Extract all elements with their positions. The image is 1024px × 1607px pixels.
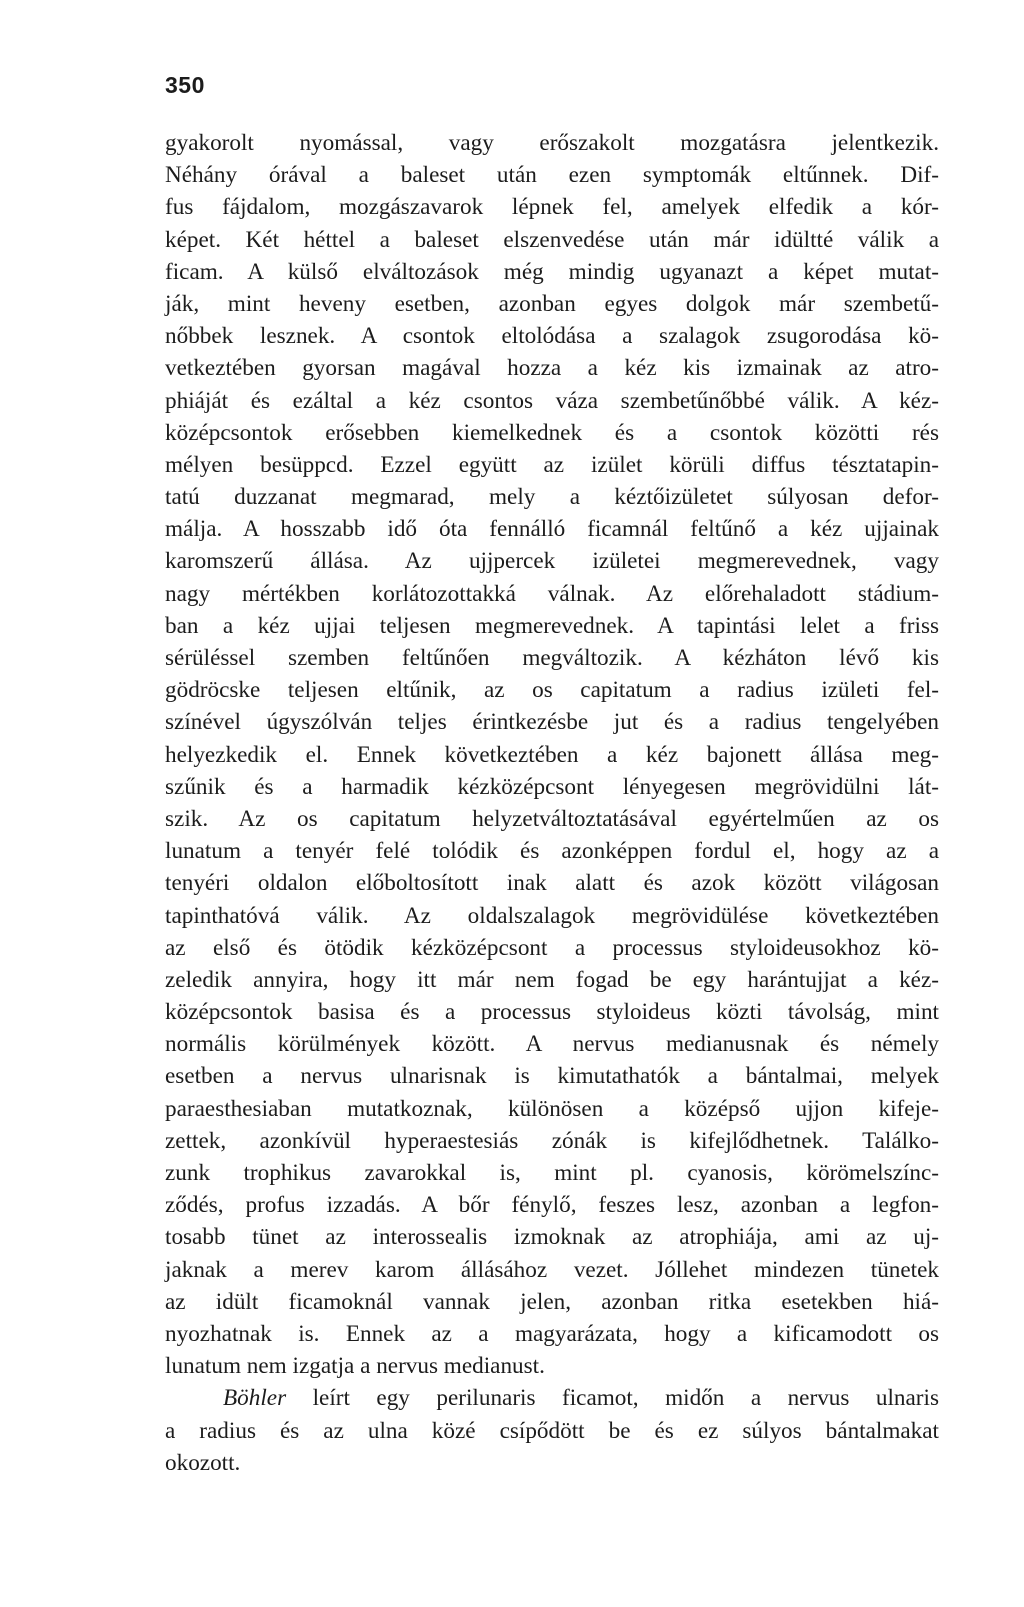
paragraph-1 bbox=[165, 127, 939, 1382]
text-line: tenyéri oldalon előboltosított inak alatt és azok között világosan bbox=[165, 870, 939, 897]
text-line: gyakorolt nyomással, vagy erőszakolt mozgatásra jelentkezik. bbox=[165, 130, 939, 156]
text-line: zettek, azonkívül hyperaestesiás zónák is kifejlődhetnek. Találko- bbox=[165, 1127, 939, 1154]
text-line: zeledik annyira, hogy itt már nem fogad be egy harántujjat a kéz- bbox=[165, 966, 939, 993]
text-line: tatú duzzanat megmarad, mely a kéztőizületet súlyosan defor- bbox=[165, 484, 939, 511]
text-line: helyezkedik el. Ennek következtében a kéz bajonett állása meg- bbox=[165, 741, 939, 768]
text-line: jaknak a merev karom állásához vezet. Jóllehet mindezen tünetek bbox=[165, 1256, 939, 1283]
text-line: ják, mint heveny esetben, azonban egyes dolgok már szembetű- bbox=[165, 290, 939, 317]
text-line: okozott. bbox=[165, 1449, 241, 1476]
text-line: nyozhatnak is. Ennek az a magyarázata, hogy a kificamodott os bbox=[165, 1320, 939, 1347]
text-line: nőbbek lesznek. A csontok eltolódása a szalagok zsugorodása kö- bbox=[165, 323, 939, 350]
text-line: az idült ficamoknál vannak jelen, azonban ritka esetekben hiá- bbox=[165, 1288, 939, 1315]
text-line: fus fájdalom, mozgászavarok lépnek fel, amelyek elfedik a kór- bbox=[165, 194, 939, 221]
text-line: zunk trophikus zavarokkal is, mint pl. cyanosis, körömelszínc- bbox=[165, 1160, 939, 1186]
text-line: Néhány órával a baleset után ezen symptomák eltűnnek. Dif- bbox=[165, 162, 939, 189]
text-line: tosabb tünet az interossealis izmoknak az atrophiája, ami az uj- bbox=[165, 1224, 939, 1251]
text-line: lunatum a tenyér felé tolódik és azonképpen fordul el, hogy az a bbox=[165, 838, 939, 865]
text-line: képet. Két héttel a baleset elszenvedése után már idültté válik a bbox=[165, 226, 939, 253]
text-line: szűnik és a harmadik kézközépcsont lényegesen megrövidülni lát- bbox=[165, 773, 939, 800]
text-line: esetben a nervus ulnarisnak is kimutathatók a bántalmai, melyek bbox=[165, 1063, 939, 1090]
text-line: paraesthesiaban mutatkoznak, különösen a középső ujjon kifeje- bbox=[165, 1095, 939, 1122]
text-line: középcsontok basisa és a processus styloideus közti távolság, mint bbox=[165, 999, 939, 1026]
text-line: karomszerű állása. Az ujjpercek izületei megmerevednek, vagy bbox=[165, 548, 939, 575]
text-line: az első és ötödik kézközépcsont a processus styloideusokhoz kö- bbox=[165, 934, 939, 961]
text-line: ződés, profus izzadás. A bőr fénylő, feszes lesz, azonban a legfon- bbox=[165, 1192, 939, 1219]
text-line bbox=[165, 1382, 939, 1414]
text-line: szik. Az os capitatum helyzetváltoztatásával egyértelműen az os bbox=[165, 805, 939, 832]
text-line: színével úgyszólván teljes érintkezésbe jut és a radius tengelyében bbox=[165, 709, 939, 736]
text-line: málja. A hosszabb idő óta fennálló ficamnál feltűnő a kéz ujjainak bbox=[165, 516, 939, 543]
text-line: sérüléssel szemben feltűnően megváltozik. A kézháton lévő kis bbox=[165, 645, 939, 671]
text-line: ban a kéz ujjai teljesen megmerevednek. A tapintási lelet a friss bbox=[165, 612, 939, 639]
text-line: normális körülmények között. A nervus medianusnak és némely bbox=[165, 1031, 939, 1058]
text-line: tapinthatóvá válik. Az oldalszalagok megrövidülése következtében bbox=[165, 902, 939, 929]
text-line-rest: leírt egy perilunaris ficamot, midőn a nervus ulnaris bbox=[286, 1385, 939, 1412]
text-line: középcsontok erősebben kiemelkednek és a csontok közötti rés bbox=[165, 419, 939, 446]
text-line: phiáját és ezáltal a kéz csontos váza szembetűnőbbé válik. A kéz- bbox=[165, 387, 939, 414]
text-line: nagy mértékben korlátozottakká válnak. Az előrehaladott stádium- bbox=[165, 580, 939, 607]
text-line: a radius és az ulna közé csípődött be és ez súlyos bántalmakat bbox=[165, 1417, 939, 1444]
text-line: vetkeztében gyorsan magával hozza a kéz kis izmainak az atro- bbox=[165, 355, 939, 382]
text-line: gödröcske teljesen eltűnik, az os capitatum a radius izületi fel- bbox=[165, 677, 939, 704]
text-line: lunatum nem izgatja a nervus medianust. bbox=[165, 1353, 545, 1380]
page-number: 350 bbox=[165, 72, 205, 98]
text-line: ficam. A külső elváltozások még mindig ugyanazt a képet mutat- bbox=[165, 258, 939, 285]
paragraph-2 bbox=[165, 1382, 939, 1479]
body-text bbox=[165, 127, 939, 1479]
text-line: mélyen besüppcd. Ezzel együtt az izület körüli diffus tésztatapin- bbox=[165, 451, 939, 478]
author-name: Böhler bbox=[223, 1385, 287, 1412]
